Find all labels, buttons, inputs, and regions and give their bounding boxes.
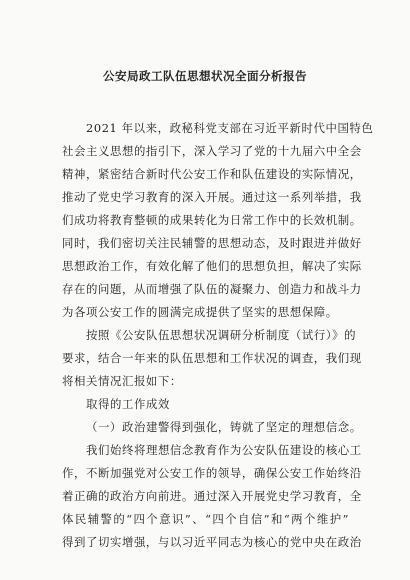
paragraph-line: 体民辅警的“四个意识”、“四个自信”和“两个维护” <box>62 512 349 526</box>
paragraph-line: 们成功将教育整顿的成果转化为日常工作中的长效机制。 <box>62 213 362 227</box>
paragraph-line: 将相关情况汇报如下： <box>62 374 182 388</box>
paragraph-line: 思想政治工作，有效化解了他们的思想负担，解决了实际 <box>62 259 362 273</box>
paragraph-line: 作，不断加强党对公安工作的领导，确保公安工作始终沿 <box>62 466 362 480</box>
document-title: 公安局政工队伍思想状况全面分析报告 <box>103 69 307 83</box>
paragraph-line: 社会主义思想的指引下，深入学习了党的十九届六中全会 <box>62 144 362 158</box>
paragraph-line: 同时，我们密切关注民辅警的思想动态，及时跟进并做好 <box>62 236 362 250</box>
paragraph-line: 着正确的政治方向前进。通过深入开展党史学习教育，全 <box>62 489 362 503</box>
paragraph-line: 存在的问题，从而增强了队伍的凝聚力、创造力和战斗力 <box>62 282 362 296</box>
paragraph-line: 2021 年以来，政秘科党支部在习近平新时代中国特色 <box>86 121 374 135</box>
paragraph-line: 要求，结合一年来的队伍思想和工作状况的调查，我们现 <box>62 351 362 365</box>
paragraph-line: 推动了党史学习教育的深入开展。通过这一系列举措，我 <box>62 190 362 204</box>
paragraph-line: 按照《公安队伍思想状况调研分析制度（试行）》的 <box>86 328 357 342</box>
paragraph-line: 得到了切实增强，与以习近平同志为核心的党中央在政治 <box>62 535 362 549</box>
paragraph-line: 为各项公安工作的圆满完成提供了坚实的思想保障。 <box>62 305 338 319</box>
section-heading: 取得的工作成效 <box>86 397 170 411</box>
paragraph-line: 我们始终将理想信念教育作为公安队伍建设的核心工 <box>86 443 362 457</box>
subsection-heading: （一）政治建警得到强化，铸就了坚定的理想信念。 <box>86 420 362 434</box>
paragraph-line: 精神，紧密结合新时代公安工作和队伍建设的实际情况， <box>62 167 362 181</box>
